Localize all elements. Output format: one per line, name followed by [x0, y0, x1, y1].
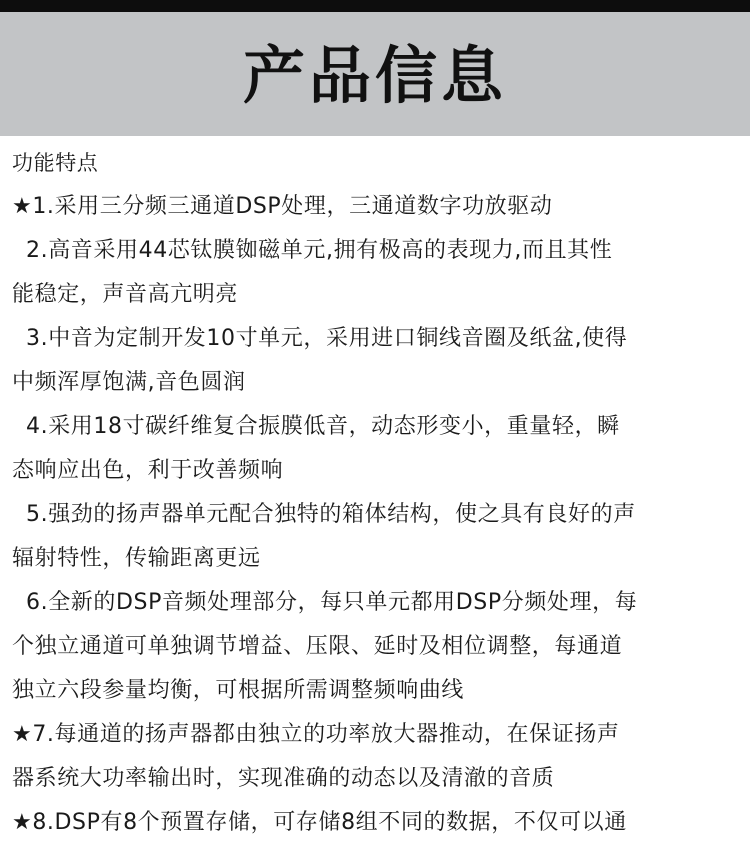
feature-line: 2.高音采用44芯钛膜铷磁单元,拥有极高的表现力,而且其性: [26, 238, 613, 263]
top-bar: [0, 0, 750, 12]
feature-list: [12, 141, 738, 845]
feature-line: ★7.每通道的扬声器都由独立的功率放大器推动，在保证扬声: [12, 722, 620, 747]
feature-line: 独立六段参量均衡，可根据所需调整频响曲线: [12, 678, 465, 703]
section-heading: 功能特点: [12, 151, 99, 175]
feature-line: ★8.DSP有8个预置存储，可存储8组不同的数据，不仅可以通: [12, 810, 627, 835]
feature-line: 能稳定，声音高亢明亮: [12, 282, 239, 307]
feature-line: ★1.采用三分频三通道DSP处理，三通道数字功放驱动: [12, 194, 553, 219]
feature-line: 5.强劲的扬声器单元配合独特的箱体结构，使之具有良好的声: [26, 502, 636, 527]
feature-line: 个独立通道可单独调节增益、压限、延时及相位调整，每通道: [12, 634, 623, 659]
header-band: [0, 12, 750, 136]
feature-line: 4.采用18寸碳纤维复合振膜低音，动态形变小，重量轻，瞬: [26, 414, 620, 439]
feature-line: 6.全新的DSP音频处理部分，每只单元都用DSP分频处理，每: [26, 590, 638, 615]
feature-line: 3.中音为定制开发10寸单元，采用进口铜线音圈及纸盆,使得: [26, 326, 628, 351]
page-title: 产品信息: [242, 39, 507, 112]
feature-line: 器系统大功率输出时，实现准确的动态以及清澈的音质: [12, 766, 555, 791]
feature-line: 态响应出色，利于改善频响: [12, 458, 284, 483]
feature-line: 辐射特性，传输距离更远: [12, 546, 261, 571]
feature-line: 中频浑厚饱满,音色圆润: [12, 370, 246, 395]
